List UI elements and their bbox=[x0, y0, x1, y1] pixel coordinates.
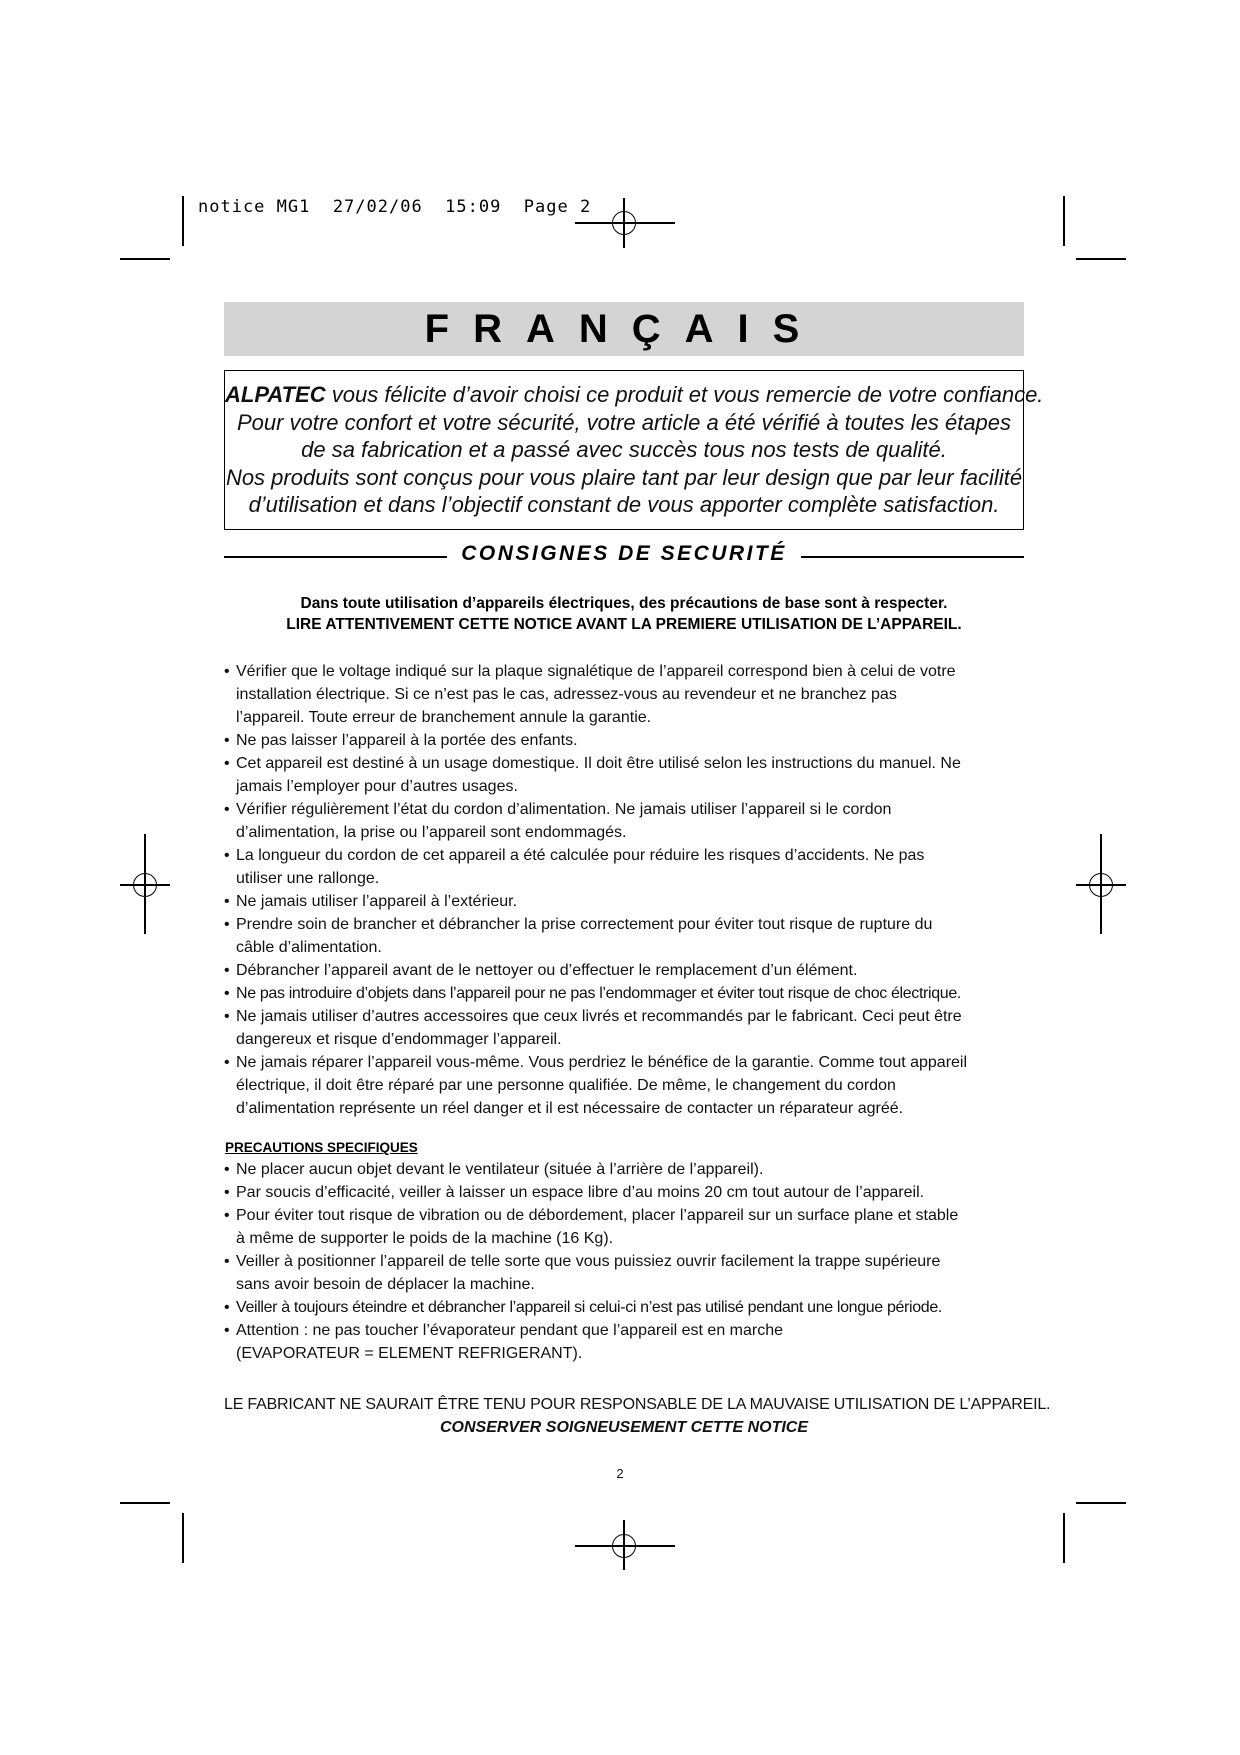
intro-line-2: Pour votre confort et votre sécurité, votre article a été vérifié à toutes les étapes bbox=[236, 409, 1012, 435]
safety-item bbox=[224, 982, 1024, 1005]
specific-item bbox=[224, 1296, 1024, 1319]
section-title: CONSIGNES DE SECURITÉ bbox=[224, 542, 1024, 566]
safety-item bbox=[224, 890, 1024, 913]
safety-item bbox=[224, 913, 1024, 959]
safety-item bbox=[224, 752, 1024, 798]
safety-item-line: utiliser une rallonge. bbox=[236, 870, 380, 887]
safety-item-line: • Ne jamais utiliser d’autres accessoires que ceux livrés et recommandés par le fabricant. Ceci peut être bbox=[236, 1008, 962, 1025]
specific-item bbox=[224, 1181, 1024, 1204]
specific-item bbox=[224, 1250, 1024, 1296]
safety-item bbox=[224, 660, 1024, 729]
safety-item bbox=[224, 729, 1024, 752]
footer bbox=[224, 1393, 1051, 1439]
specific-item bbox=[224, 1158, 1024, 1181]
intro-line-5: d’utilisation et dans l’objectif constant de vous apporter complète satisfaction. bbox=[248, 492, 1000, 517]
safety-item-line: • Cet appareil est destiné à un usage domestique. Il doit être utilisé selon les instructions du manuel. Ne bbox=[236, 755, 961, 772]
safety-item-line: installation électrique. Si ce n’est pas le cas, adressez-vous au revendeur et ne branchez pas bbox=[236, 686, 897, 703]
intro-line-1: ALPATEC vous félicite d’avoir choisi ce produit et vous remercie de votre confiance. bbox=[225, 382, 1044, 407]
safety-item-line: • Vérifier régulièrement l’état du cordon d’alimentation. Ne jamais utiliser l’appareil si le cordon bbox=[236, 801, 892, 818]
brand-name: ALPATEC bbox=[225, 382, 326, 407]
safety-item bbox=[224, 959, 1024, 982]
safety-item-line: jamais l’employer pour d’autres usages. bbox=[236, 778, 518, 795]
safety-item-line: • Ne jamais utiliser l’appareil à l’extérieur. bbox=[236, 893, 518, 910]
safety-item-line: l’appareil. Toute erreur de branchement annule la garantie. bbox=[236, 709, 652, 726]
safety-item-line: électrique, il doit être réparé par une personne qualifiée. De même, le changement du cordon bbox=[236, 1077, 896, 1094]
specific-item-line: • Ne placer aucun objet devant le ventilateur (située à l’arrière de l’appareil). bbox=[236, 1161, 764, 1178]
specific-item-line: (EVAPORATEUR = ELEMENT REFRIGERANT). bbox=[236, 1345, 583, 1362]
specific-item-line: • Veiller à toujours éteindre et débrancher l’appareil si celui-ci n’est pas utilisé pendant une longue période. bbox=[236, 1299, 942, 1316]
warning-line-2: LIRE ATTENTIVEMENT CETTE NOTICE AVANT LA PREMIERE UTILISATION DE L’APPAREIL. bbox=[286, 616, 962, 633]
specific-precautions-list bbox=[224, 1158, 1024, 1365]
safety-list bbox=[224, 660, 1024, 1120]
safety-item-line: d’alimentation, la prise ou l’appareil sont endommagés. bbox=[236, 824, 627, 841]
intro-box bbox=[224, 370, 1044, 530]
safety-item-line: • Vérifier que le voltage indiqué sur la plaque signalétique de l’appareil correspond bien à celui de votre bbox=[236, 663, 956, 680]
safety-item bbox=[224, 844, 1024, 890]
safety-item bbox=[224, 1005, 1024, 1051]
safety-item bbox=[224, 798, 1024, 844]
intro-line-4: Nos produits sont conçus pour vous plaire tant par leur design que par leur facilité bbox=[225, 464, 1023, 490]
specific-precautions-heading: PRECAUTIONS SPECIFIQUES bbox=[225, 1140, 418, 1155]
safety-item-line: • Ne jamais réparer l’appareil vous-même. Vous perdriez le bénéfice de la garantie. Comme tout appareil bbox=[236, 1054, 968, 1071]
specific-item-line: • Pour éviter tout risque de vibration ou de débordement, placer l’appareil sur un surface plane et stable bbox=[236, 1207, 959, 1224]
safety-item-line: câble d’alimentation. bbox=[236, 939, 382, 956]
safety-item-line: • Prendre soin de brancher et débrancher la prise correctement pour éviter tout risque de rupture du bbox=[236, 916, 933, 933]
specific-item-line: • Veiller à positionner l’appareil de telle sorte que vous puissiez ouvrir facilement la trappe supérieure bbox=[236, 1253, 941, 1270]
specific-item bbox=[224, 1319, 1024, 1365]
specific-item-line: • Attention : ne pas toucher l’évaporateur pendant que l’appareil est en marche bbox=[236, 1322, 784, 1339]
safety-item-line: • Ne pas introduire d’objets dans l’appareil pour ne pas l’endommager et éviter tout risque de choc électrique. bbox=[236, 985, 961, 1002]
warning-line-1: Dans toute utilisation d’appareils électriques, des précautions de base sont à respecter. bbox=[300, 595, 948, 612]
specific-item-line: à même de supporter le poids de la machine (16 Kg). bbox=[236, 1230, 614, 1247]
page-number: 2 bbox=[616, 1466, 624, 1481]
safety-item-line: d’alimentation représente un réel danger et il est nécessaire de contacter un réparateur agréé. bbox=[236, 1100, 904, 1117]
warning-notice bbox=[224, 593, 1024, 635]
safety-item-line: • La longueur du cordon de cet appareil a été calculée pour réduire les risques d’accidents. Ne pas bbox=[236, 847, 925, 864]
safety-item-line: dangereux et risque d’endommager l’appareil. bbox=[236, 1031, 562, 1048]
keep-notice-line: CONSERVER SOIGNEUSEMENT CETTE NOTICE bbox=[439, 1419, 809, 1436]
safety-item bbox=[224, 1051, 1024, 1120]
safety-item-line: • Débrancher l’appareil avant de le nettoyer ou d’effectuer le remplacement d’un élément. bbox=[236, 962, 858, 979]
intro-line-3: de sa fabrication et a passé avec succès tous nos tests de qualité. bbox=[301, 437, 947, 462]
print-slug: notice MG1 27/02/06 15:09 Page 2 bbox=[198, 197, 592, 217]
specific-item-line: sans avoir besoin de déplacer la machine. bbox=[236, 1276, 535, 1293]
disclaimer-line: LE FABRICANT NE SAURAIT ÊTRE TENU POUR RESPONSABLE DE LA MAUVAISE UTILISATION DE L’APPAREIL. bbox=[224, 1396, 1051, 1413]
language-banner: FRANÇAIS bbox=[224, 302, 1024, 356]
specific-item bbox=[224, 1204, 1024, 1250]
safety-item-line: • Ne pas laisser l’appareil à la portée des enfants. bbox=[236, 732, 578, 749]
specific-item-line: • Par soucis d’efficacité, veiller à laisser un espace libre d’au moins 20 cm tout autour de l’appareil. bbox=[236, 1184, 925, 1201]
